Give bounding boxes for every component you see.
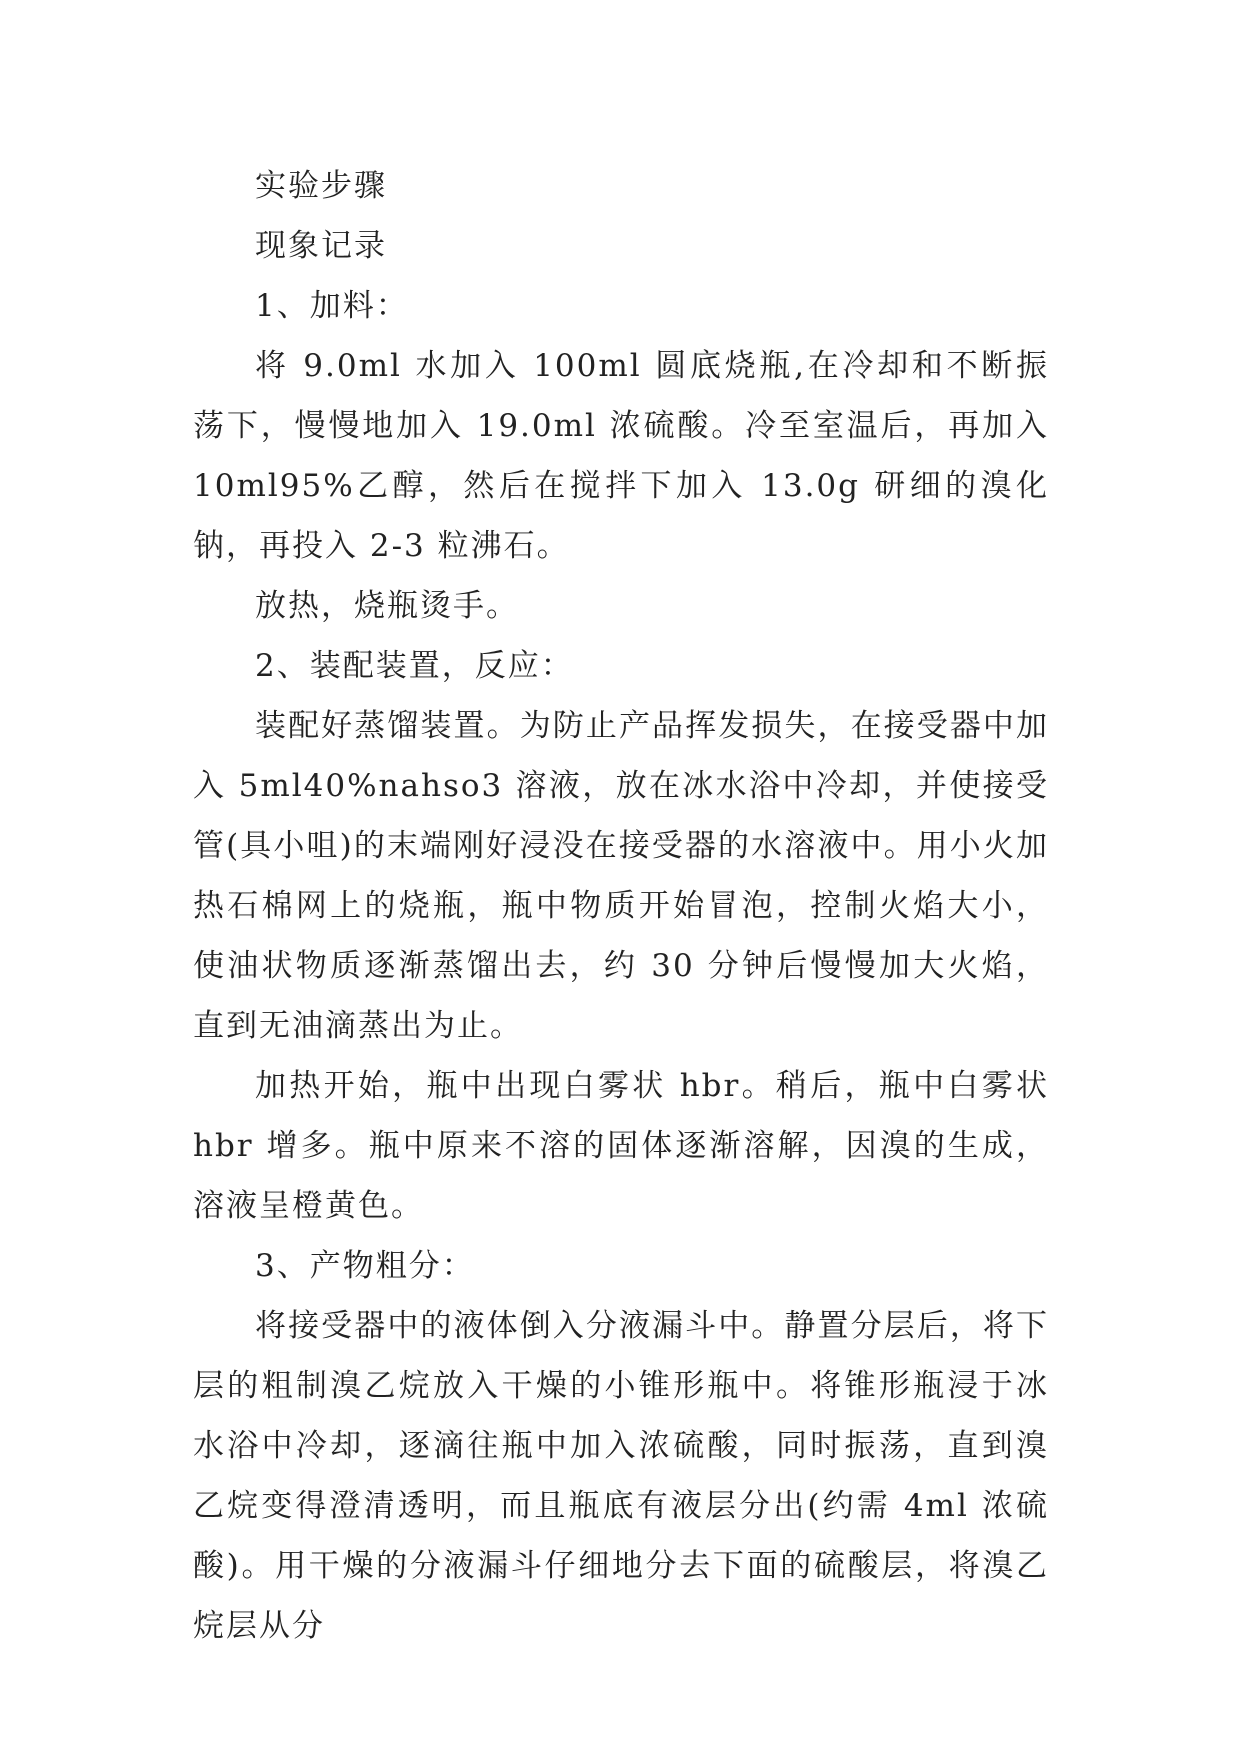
- heading-experiment-steps: 实验步骤: [255, 168, 387, 204]
- step-3-title: 3、产物粗分：: [255, 1248, 475, 1284]
- step-2-title: 2、装配装置，反应：: [255, 648, 574, 684]
- step-1-procedure: 将 9.0ml 水加入 100ml 圆底烧瓶,在冷却和不断振荡下，慢慢地加入 19.0ml 浓硫酸。冷至室温后，再加入 10ml95%乙醇，然后在搅拌下加入 13.0g 研细的溴化钠，再投入 2-3 粒沸石。: [193, 348, 1049, 564]
- document-body: [193, 156, 1049, 1656]
- step-2-procedure: 装配好蒸馏装置。为防止产品挥发损失，在接受器中加入 5ml40%nahso3 溶液，放在冰水浴中冷却，并使接受管(具小咀)的末端刚好浸没在接受器的水溶液中。用小火加热石棉网上的烧瓶，瓶中物质开始冒泡，控制火焰大小，使油状物质逐渐蒸馏出去，约 30 分钟后慢慢加大火焰，直到无油滴蒸出为止。: [193, 708, 1049, 1044]
- step-3-procedure: 将接受器中的液体倒入分液漏斗中。静置分层后，将下层的粗制溴乙烷放入干燥的小锥形瓶中。将锥形瓶浸于冰水浴中冷却，逐滴往瓶中加入浓硫酸，同时振荡，直到溴乙烷变得澄清透明，而且瓶底有液层分出(约需 4ml 浓硫酸)。用干燥的分液漏斗仔细地分去下面的硫酸层，将溴乙烷层从分: [193, 1308, 1049, 1644]
- heading-phenomenon-record: 现象记录: [255, 228, 387, 264]
- step-1-observation: 放热，烧瓶烫手。: [255, 588, 519, 624]
- step-2-observation: 加热开始，瓶中出现白雾状 hbr。稍后，瓶中白雾状 hbr 增多。瓶中原来不溶的固体逐渐溶解，因溴的生成，溶液呈橙黄色。: [193, 1068, 1049, 1224]
- step-1-title: 1、加料：: [255, 288, 409, 324]
